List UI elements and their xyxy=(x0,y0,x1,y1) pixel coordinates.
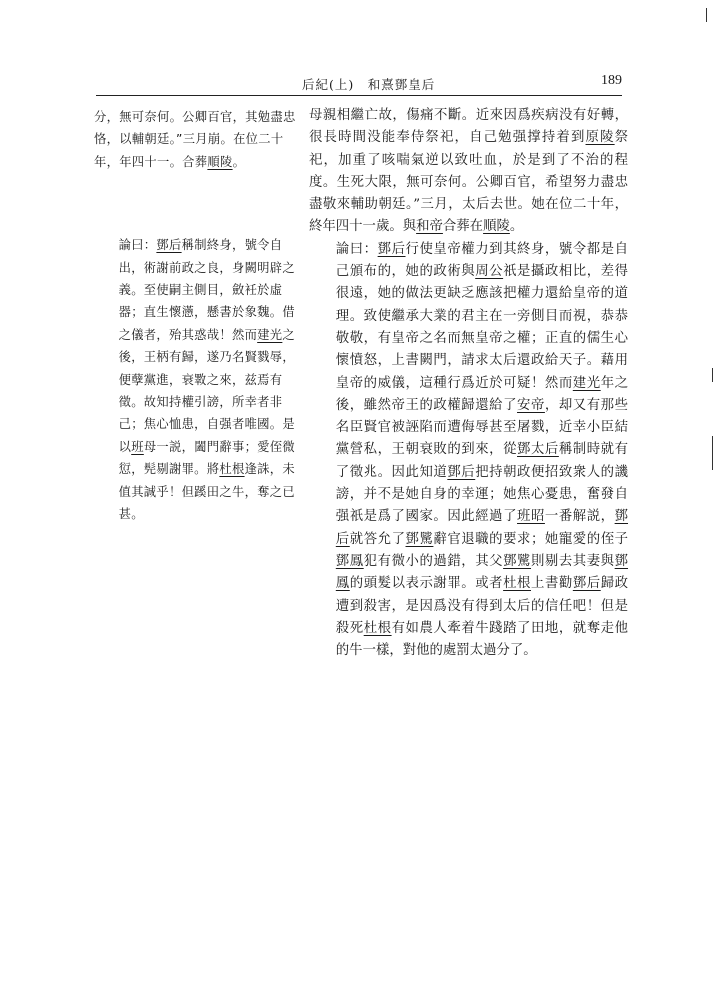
text-run: 有如農人牽着牛踐踏了田地，就奪走他的牛一樣，對他的處罰太過分了。 xyxy=(335,620,629,659)
person-name: 杜根 xyxy=(219,462,245,477)
person-name: 鄧后 xyxy=(335,509,629,547)
person-name: 班 xyxy=(131,439,144,454)
text-run: 之後，王柄有歸，遂乃名賢戮辱，便孽黨進，衰斁之來，兹焉有徵。故知持權引謗，所幸者非己；焦心恤患，自强者唯國。是以 xyxy=(118,327,295,454)
person-name: 鄧后 xyxy=(447,464,476,480)
scan-mark xyxy=(712,368,713,382)
text-run: 稱制時就有了徵兆。因此知道 xyxy=(335,442,629,480)
page-number: 189 xyxy=(601,73,622,88)
original-text-column xyxy=(94,106,297,526)
person-name: 和帝 xyxy=(416,219,443,235)
text-run: 把持朝政便招致衆人的譏謗，并不是她自身的幸運；她焦心憂患，奮發自强祇是爲了國家。因此經過了 xyxy=(335,464,629,525)
scan-mark xyxy=(712,436,713,470)
translation-paragraph-1 xyxy=(309,105,628,239)
text-run: 就答允了 xyxy=(349,531,406,547)
place-name: 原陵 xyxy=(585,130,615,146)
text-run: 逢誅，未值其誠乎！但蹊田之牛，奪之已甚。 xyxy=(118,462,295,522)
text-run: 母親相繼亡故，傷痛不斷。近來因爲疾病没有好轉，很長時間没能奉侍祭祀，自己勉强撑持着到 xyxy=(309,108,628,146)
person-name: 杜根 xyxy=(363,620,392,636)
text-run: 論曰： xyxy=(335,241,378,257)
text-run: 歸政遭到殺害，是因爲没有得到太后的信任吧！但是殺死 xyxy=(335,576,629,636)
person-name: 杜根 xyxy=(503,576,531,592)
place-name: 順陵 xyxy=(207,154,233,169)
text-run: 年之後，雖然帝王的政權歸還給了 xyxy=(335,375,629,413)
person-name: 鄧騭 xyxy=(503,553,531,569)
person-name: 鄧后 xyxy=(572,576,601,592)
person-name: 鄧后 xyxy=(156,238,182,253)
text-run: 祭祀，加重了咳喘氣逆以致吐血，於是到了不治的程度。生死大限，無可奈何。公卿百官，希望努力盡忠盡敬來輔助朝廷。”三月，太后去世。她在位二十年，終年四十一歲。與 xyxy=(309,130,629,235)
translation-paragraph-2 xyxy=(309,239,628,663)
running-title: 后紀(上) 和熹鄧皇后 xyxy=(302,77,436,92)
original-text-paragraph-1 xyxy=(94,106,297,173)
text-run: 合葬在 xyxy=(442,219,484,235)
text-run: 分，無可奈何。公卿百官，其勉盡忠恪，以輔朝廷。”三月崩。在位二十年，年四十一。合葬 xyxy=(94,110,296,169)
person-name: 鄧鳳 xyxy=(335,553,629,592)
person-name: 班昭 xyxy=(517,509,545,525)
text-run: 。 xyxy=(232,154,246,169)
translation-column xyxy=(309,105,628,662)
era-name: 建光 xyxy=(257,327,283,342)
paragraph-gap xyxy=(94,173,297,234)
text-run: 論曰： xyxy=(118,238,157,253)
header-rule xyxy=(96,95,622,96)
text-run: 行使皇帝權力到其終身，號令都是自己頒布的，她的政術與 xyxy=(335,241,629,280)
place-name: 順陵 xyxy=(483,219,510,235)
person-name: 鄧鳳 xyxy=(335,553,364,569)
text-run: 。 xyxy=(509,219,524,235)
text-run: 的頭髮以表示謝罪。或者 xyxy=(349,576,504,592)
original-text-paragraph-2 xyxy=(94,234,297,525)
text-run: 上書勸 xyxy=(531,576,573,592)
person-name: 鄧太后 xyxy=(517,442,559,458)
text-run: ，却又有那些名臣賢官被誣陷而遭侮辱甚至屠戮，近幸小臣結黨營私，王朝衰敗的到來，從 xyxy=(335,397,629,458)
person-name: 鄧后 xyxy=(377,241,406,257)
person-name: 鄧騭 xyxy=(405,531,434,547)
text-run: 一番解説， xyxy=(544,509,615,525)
text-run: 辭官退職的要求；她寵愛的侄子 xyxy=(433,531,629,547)
era-name: 建光 xyxy=(572,375,601,391)
person-name: 安帝 xyxy=(517,397,545,413)
text-run: 則剔去其妻與 xyxy=(530,553,615,569)
person-name: 周公 xyxy=(475,264,504,280)
text-run: 祇是攝政相比，差得很遠，她的做法更缺乏應該把權力還給皇帝的道理。致使繼承大業的君主在一旁側目而視，恭恭敬敬，有皇帝之名而無皇帝之權；正直的儒生心懷憤怒，上書闕門，請求太后還政給天子。藉用皇帝的威儀，這種行爲近於可疑！然而 xyxy=(335,264,629,391)
text-run: 母一説，闔門辭事；愛侄微愆，髡剔謝罪。將 xyxy=(118,439,295,477)
text-run: 稱制終身，號令自出，術謝前政之良，身闕明辟之義。至使嗣主側目，斂衽於虛器；直生懷懣，懸書於象魏。借之儀者，殆其惑哉！然而 xyxy=(118,238,295,342)
text-run: 犯有微小的過錯，其父 xyxy=(363,553,504,569)
scan-mark xyxy=(706,8,707,22)
running-header xyxy=(96,72,622,96)
